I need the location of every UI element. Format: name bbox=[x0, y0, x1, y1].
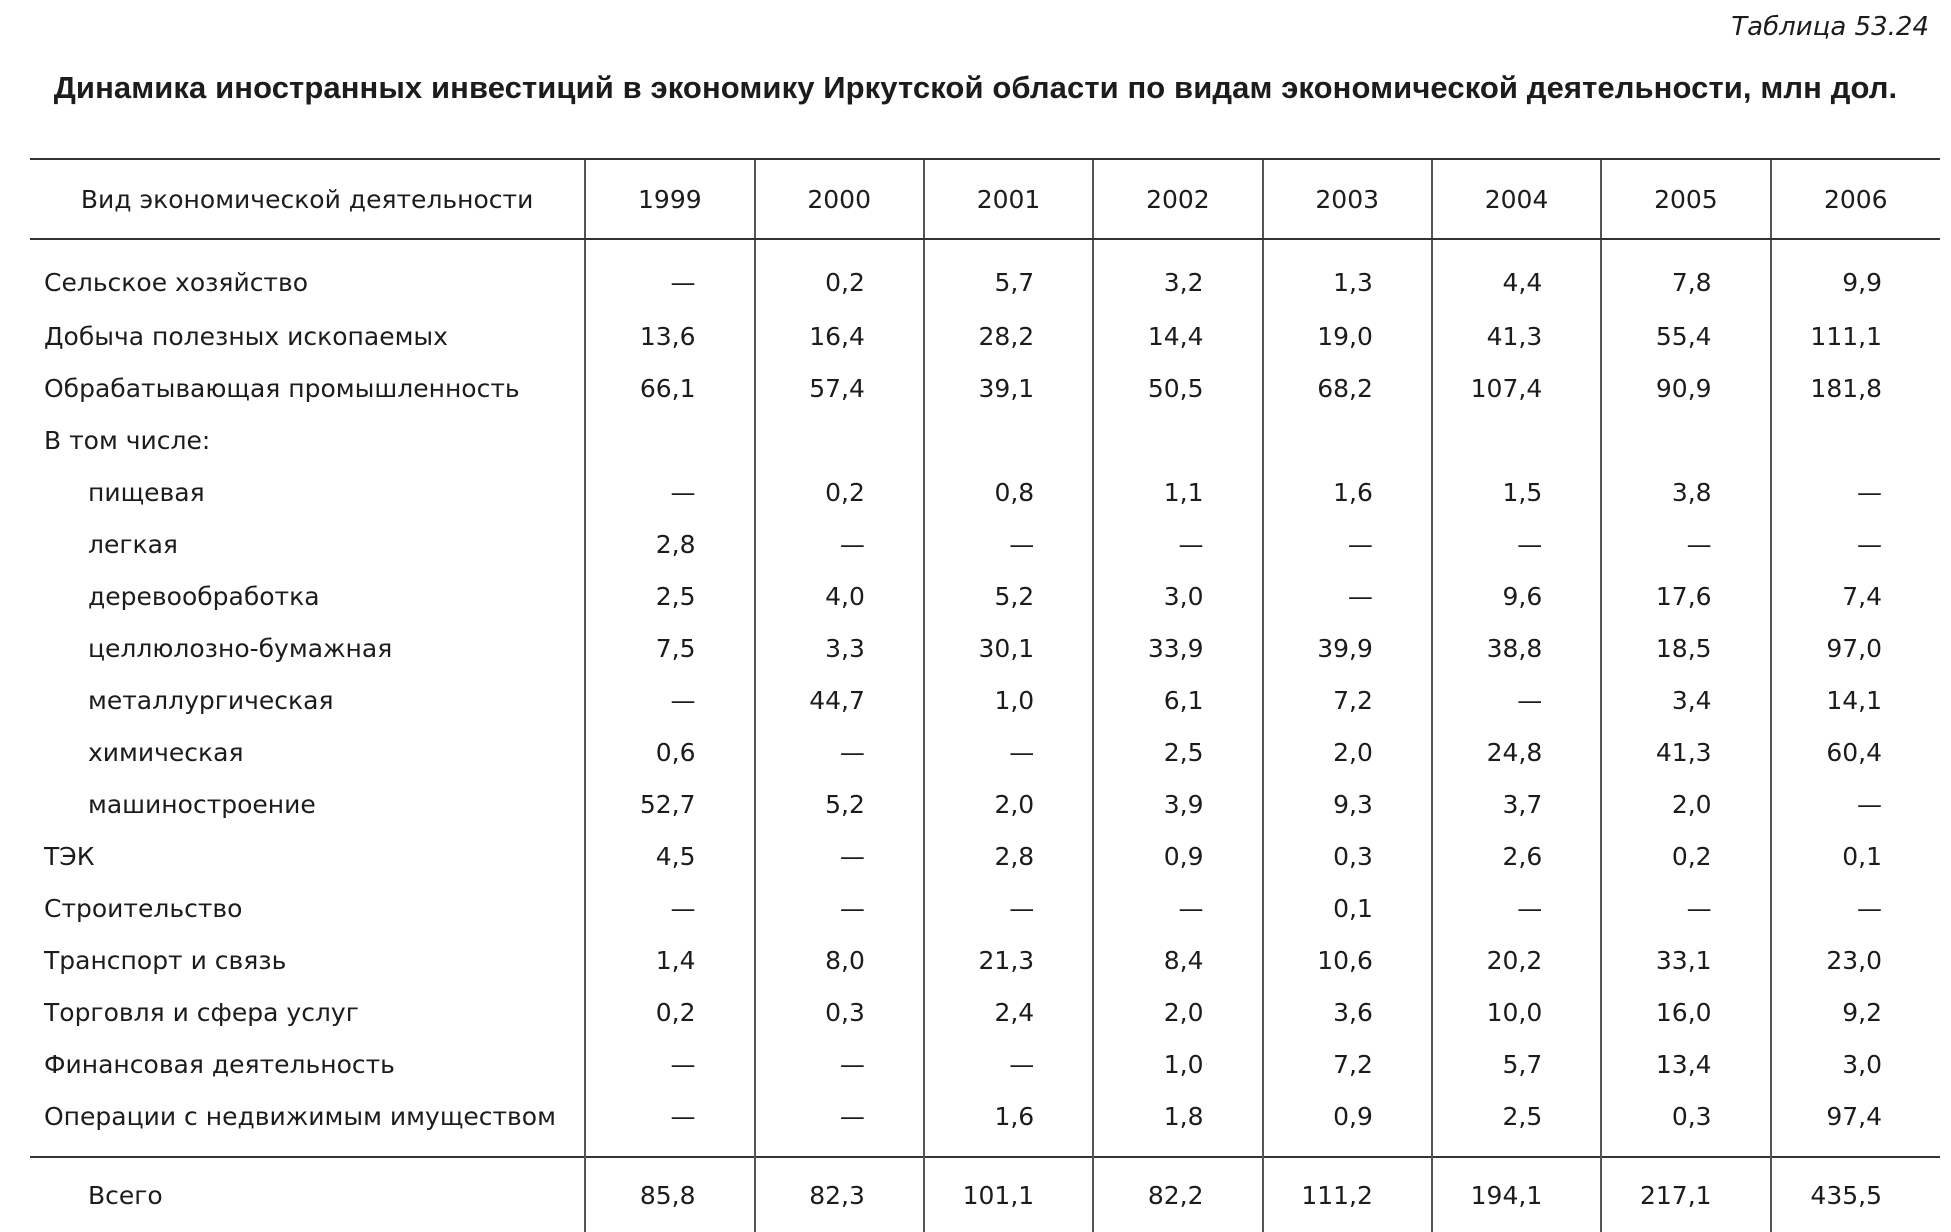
cell-value: 2,8 bbox=[924, 830, 1093, 882]
cell-value bbox=[1601, 414, 1770, 466]
cell-value: 23,0 bbox=[1771, 934, 1940, 986]
cell-value: 2,0 bbox=[1093, 986, 1262, 1038]
cell-value: 9,2 bbox=[1771, 986, 1940, 1038]
row-label: машиностроение bbox=[88, 789, 316, 819]
table-row bbox=[30, 934, 1940, 986]
cell-value: 18,5 bbox=[1601, 622, 1770, 674]
cell-value: 97,4 bbox=[1771, 1090, 1940, 1157]
total-label: Всего bbox=[30, 1157, 585, 1232]
table-row bbox=[30, 778, 1940, 830]
row-label: металлургическая bbox=[88, 685, 334, 715]
cell-value: 4,4 bbox=[1432, 239, 1601, 310]
table-row bbox=[30, 622, 1940, 674]
cell-value: 1,4 bbox=[585, 934, 754, 986]
cell-value: 3,3 bbox=[755, 622, 924, 674]
cell-value: 7,8 bbox=[1601, 239, 1770, 310]
cell-value: 9,3 bbox=[1263, 778, 1432, 830]
cell-value: 2,4 bbox=[924, 986, 1093, 1038]
cell-value: 2,5 bbox=[1093, 726, 1262, 778]
cell-value: 181,8 bbox=[1771, 362, 1940, 414]
table-row bbox=[30, 414, 1940, 466]
header-year: 2002 bbox=[1093, 159, 1262, 239]
cell-value bbox=[755, 414, 924, 466]
cell-value: 0,9 bbox=[1093, 830, 1262, 882]
cell-value: 14,4 bbox=[1093, 310, 1262, 362]
cell-value: 5,7 bbox=[924, 239, 1093, 310]
cell-value: 1,0 bbox=[924, 674, 1093, 726]
table-row bbox=[30, 986, 1940, 1038]
cell-value: 16,4 bbox=[755, 310, 924, 362]
cell-value: 97,0 bbox=[1771, 622, 1940, 674]
cell-value: — bbox=[755, 1090, 924, 1157]
cell-value: 0,3 bbox=[755, 986, 924, 1038]
table-number: Таблица 53.24 bbox=[1731, 12, 1929, 42]
cell-value: — bbox=[585, 239, 754, 310]
row-label: ТЭК bbox=[44, 841, 95, 871]
cell-value: 17,6 bbox=[1601, 570, 1770, 622]
cell-value: 10,0 bbox=[1432, 986, 1601, 1038]
cell-value: — bbox=[755, 830, 924, 882]
cell-value: 13,6 bbox=[585, 310, 754, 362]
header-year: 1999 bbox=[585, 159, 754, 239]
table-row bbox=[30, 726, 1940, 778]
cell-value: 41,3 bbox=[1601, 726, 1770, 778]
header-year: 2004 bbox=[1432, 159, 1601, 239]
cell-value: — bbox=[1263, 570, 1432, 622]
cell-value: — bbox=[1093, 518, 1262, 570]
cell-value: — bbox=[1093, 882, 1262, 934]
cell-value: 30,1 bbox=[924, 622, 1093, 674]
total-value: 82,2 bbox=[1093, 1157, 1262, 1232]
cell-value: — bbox=[585, 674, 754, 726]
table-row bbox=[30, 310, 1940, 362]
cell-value: 19,0 bbox=[1263, 310, 1432, 362]
cell-value: 38,8 bbox=[1432, 622, 1601, 674]
row-label: Добыча полезных ископаемых bbox=[44, 321, 448, 351]
cell-value: 2,8 bbox=[585, 518, 754, 570]
cell-value: 50,5 bbox=[1093, 362, 1262, 414]
cell-value: 21,3 bbox=[924, 934, 1093, 986]
cell-value: 8,0 bbox=[755, 934, 924, 986]
cell-value: 6,1 bbox=[1093, 674, 1262, 726]
cell-value: — bbox=[585, 466, 754, 518]
row-label: пищевая bbox=[88, 477, 205, 507]
cell-value: 24,8 bbox=[1432, 726, 1601, 778]
cell-value: 3,2 bbox=[1093, 239, 1262, 310]
cell-value: 2,0 bbox=[1263, 726, 1432, 778]
header-year: 2003 bbox=[1263, 159, 1432, 239]
total-row bbox=[30, 1157, 1940, 1232]
table-row bbox=[30, 518, 1940, 570]
cell-value: 0,2 bbox=[585, 986, 754, 1038]
cell-value: — bbox=[755, 882, 924, 934]
cell-value: 2,5 bbox=[585, 570, 754, 622]
row-label: В том числе: bbox=[44, 425, 211, 455]
row-label: Операции с недвижимым имуществом bbox=[44, 1101, 556, 1131]
row-label: целлюлозно-бумажная bbox=[88, 633, 393, 663]
cell-value: 28,2 bbox=[924, 310, 1093, 362]
total-value: 101,1 bbox=[924, 1157, 1093, 1232]
cell-value: 0,3 bbox=[1601, 1090, 1770, 1157]
cell-value: 33,1 bbox=[1601, 934, 1770, 986]
cell-value: 5,7 bbox=[1432, 1038, 1601, 1090]
cell-value: 33,9 bbox=[1093, 622, 1262, 674]
table-row bbox=[30, 674, 1940, 726]
cell-value: 41,3 bbox=[1432, 310, 1601, 362]
cell-value: 3,6 bbox=[1263, 986, 1432, 1038]
cell-value: 57,4 bbox=[755, 362, 924, 414]
total-value: 111,2 bbox=[1263, 1157, 1432, 1232]
header-year: 2000 bbox=[755, 159, 924, 239]
cell-value: 3,7 bbox=[1432, 778, 1601, 830]
total-value: 82,3 bbox=[755, 1157, 924, 1232]
cell-value: — bbox=[1263, 518, 1432, 570]
cell-value: 0,2 bbox=[755, 239, 924, 310]
cell-value: 3,8 bbox=[1601, 466, 1770, 518]
total-value: 85,8 bbox=[585, 1157, 754, 1232]
cell-value: — bbox=[585, 1038, 754, 1090]
cell-value bbox=[1771, 414, 1940, 466]
cell-value: — bbox=[1771, 882, 1940, 934]
cell-value: 39,9 bbox=[1263, 622, 1432, 674]
table-row bbox=[30, 1090, 1940, 1157]
cell-value: 1,1 bbox=[1093, 466, 1262, 518]
cell-value: 3,9 bbox=[1093, 778, 1262, 830]
row-label: деревообработка bbox=[88, 581, 320, 611]
cell-value: 0,2 bbox=[755, 466, 924, 518]
cell-value: 8,4 bbox=[1093, 934, 1262, 986]
cell-value: 60,4 bbox=[1771, 726, 1940, 778]
document-title: Динамика иностранных инвестиций в экономику Иркутской области по видам экономической деятельности, млн дол. bbox=[53, 70, 1898, 105]
cell-value: 2,0 bbox=[924, 778, 1093, 830]
header-activity-type: Вид экономической деятельности bbox=[30, 159, 585, 239]
cell-value: — bbox=[924, 882, 1093, 934]
cell-value: 39,1 bbox=[924, 362, 1093, 414]
cell-value: 1,5 bbox=[1432, 466, 1601, 518]
cell-value: 111,1 bbox=[1771, 310, 1940, 362]
cell-value: — bbox=[585, 882, 754, 934]
cell-value: 90,9 bbox=[1601, 362, 1770, 414]
cell-value: 2,0 bbox=[1601, 778, 1770, 830]
row-label: Торговля и сфера услуг bbox=[44, 997, 359, 1027]
cell-value: 1,6 bbox=[1263, 466, 1432, 518]
cell-value: 16,0 bbox=[1601, 986, 1770, 1038]
cell-value: — bbox=[1601, 518, 1770, 570]
cell-value: 1,3 bbox=[1263, 239, 1432, 310]
cell-value: — bbox=[1432, 518, 1601, 570]
cell-value: 7,5 bbox=[585, 622, 754, 674]
cell-value: 107,4 bbox=[1432, 362, 1601, 414]
cell-value: — bbox=[924, 518, 1093, 570]
table-row bbox=[30, 362, 1940, 414]
cell-value: 14,1 bbox=[1771, 674, 1940, 726]
cell-value: — bbox=[1771, 778, 1940, 830]
cell-value: 2,5 bbox=[1432, 1090, 1601, 1157]
cell-value: — bbox=[1601, 882, 1770, 934]
cell-value: — bbox=[1771, 518, 1940, 570]
header-year: 2006 bbox=[1771, 159, 1940, 239]
cell-value: 0,9 bbox=[1263, 1090, 1432, 1157]
row-label: Строительство bbox=[44, 893, 243, 923]
cell-value: 10,6 bbox=[1263, 934, 1432, 986]
header-year: 2001 bbox=[924, 159, 1093, 239]
table-row bbox=[30, 1038, 1940, 1090]
cell-value: 0,1 bbox=[1263, 882, 1432, 934]
cell-value: — bbox=[755, 726, 924, 778]
total-value: 194,1 bbox=[1432, 1157, 1601, 1232]
cell-value: 3,0 bbox=[1093, 570, 1262, 622]
cell-value: 4,0 bbox=[755, 570, 924, 622]
cell-value: 0,6 bbox=[585, 726, 754, 778]
cell-value: 9,9 bbox=[1771, 239, 1940, 310]
cell-value: 1,0 bbox=[1093, 1038, 1262, 1090]
cell-value: — bbox=[1771, 466, 1940, 518]
cell-value: — bbox=[585, 1090, 754, 1157]
cell-value: — bbox=[755, 1038, 924, 1090]
cell-value: 7,2 bbox=[1263, 674, 1432, 726]
row-label: Сельское хозяйство bbox=[44, 267, 309, 297]
cell-value: 9,6 bbox=[1432, 570, 1601, 622]
cell-value: 3,4 bbox=[1601, 674, 1770, 726]
cell-value: 5,2 bbox=[924, 570, 1093, 622]
investment-table bbox=[30, 158, 1940, 1232]
table-row bbox=[30, 466, 1940, 518]
cell-value: 5,2 bbox=[755, 778, 924, 830]
cell-value: 2,6 bbox=[1432, 830, 1601, 882]
row-label: Обрабатывающая промышленность bbox=[44, 373, 520, 403]
cell-value: 55,4 bbox=[1601, 310, 1770, 362]
cell-value: 68,2 bbox=[1263, 362, 1432, 414]
total-value: 435,5 bbox=[1771, 1157, 1940, 1232]
cell-value bbox=[1093, 414, 1262, 466]
table-row bbox=[30, 570, 1940, 622]
total-value: 217,1 bbox=[1601, 1157, 1770, 1232]
cell-value: 1,6 bbox=[924, 1090, 1093, 1157]
cell-value bbox=[1432, 414, 1601, 466]
cell-value: — bbox=[924, 726, 1093, 778]
table-row bbox=[30, 239, 1940, 310]
header-row bbox=[30, 159, 1940, 239]
cell-value bbox=[1263, 414, 1432, 466]
row-label: химическая bbox=[88, 737, 244, 767]
cell-value: 66,1 bbox=[585, 362, 754, 414]
cell-value: 20,2 bbox=[1432, 934, 1601, 986]
cell-value: 0,2 bbox=[1601, 830, 1770, 882]
cell-value: 0,8 bbox=[924, 466, 1093, 518]
cell-value: 0,1 bbox=[1771, 830, 1940, 882]
cell-value: 7,4 bbox=[1771, 570, 1940, 622]
cell-value bbox=[585, 414, 754, 466]
cell-value: 13,4 bbox=[1601, 1038, 1770, 1090]
cell-value: — bbox=[1432, 882, 1601, 934]
cell-value: — bbox=[924, 1038, 1093, 1090]
table-row bbox=[30, 830, 1940, 882]
row-label: Финансовая деятельность bbox=[44, 1049, 395, 1079]
cell-value: 3,0 bbox=[1771, 1038, 1940, 1090]
cell-value: 4,5 bbox=[585, 830, 754, 882]
cell-value bbox=[924, 414, 1093, 466]
cell-value: 44,7 bbox=[755, 674, 924, 726]
cell-value: 7,2 bbox=[1263, 1038, 1432, 1090]
row-label: легкая bbox=[88, 529, 178, 559]
cell-value: 1,8 bbox=[1093, 1090, 1262, 1157]
cell-value: — bbox=[755, 518, 924, 570]
cell-value: — bbox=[1432, 674, 1601, 726]
cell-value: 52,7 bbox=[585, 778, 754, 830]
table-row bbox=[30, 882, 1940, 934]
header-year: 2005 bbox=[1601, 159, 1770, 239]
row-label: Транспорт и связь bbox=[44, 945, 287, 975]
cell-value: 0,3 bbox=[1263, 830, 1432, 882]
